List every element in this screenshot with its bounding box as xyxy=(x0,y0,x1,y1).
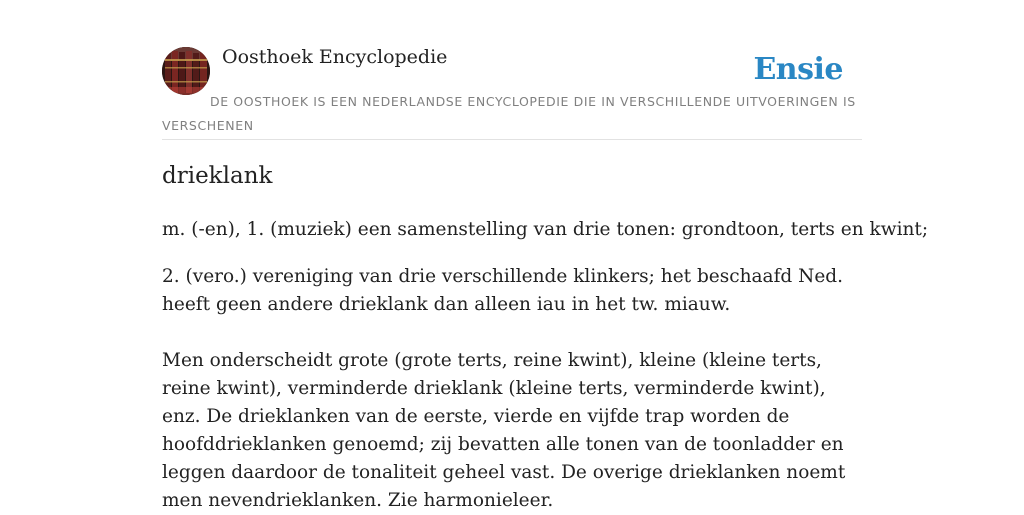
entry-paragraph-1: m. (-en), 1. (muziek) een samenstelling van drie tonen: grondtoon, terts en kwint; xyxy=(162,219,929,240)
page-container xyxy=(162,0,929,511)
entry-paragraph-3: Men onderscheidt grote (grote terts, reine kwint), kleine (kleine terts, reine kwint), verminderde drieklank (kleine terts, verminderde kwint), enz. De drieklanken van de eerste, vierde en vijfde trap worden de hoofddrieklanken genoemd; zij bevatten alle tonen van de toonladder en leggen daardoor de tonaliteit geheel vast. De overige drieklanken noemt men nevendrieklanken. Zie harmonieleer. xyxy=(162,350,846,511)
site-header xyxy=(162,0,862,140)
site-title[interactable]: Oosthoek Encyclopedie xyxy=(222,46,448,68)
site-avatar[interactable] xyxy=(162,47,210,95)
book-spines-icon xyxy=(162,47,210,95)
entry-paragraph-2: 2. (vero.) vereniging van drie verschillende klinkers; het beschaafd Ned. heeft geen andere drieklank dan alleen iau in het tw. miauw. xyxy=(162,266,844,315)
entry-title: drieklank xyxy=(162,163,273,189)
site-tagline: DE OOSTHOEK IS EEN NEDERLANDSE ENCYCLOPEDIE DIE IN VERSCHILLENDE UITVOERINGEN IS VERSCHENEN xyxy=(162,94,856,133)
brand-logo[interactable]: Ensie xyxy=(753,52,843,87)
